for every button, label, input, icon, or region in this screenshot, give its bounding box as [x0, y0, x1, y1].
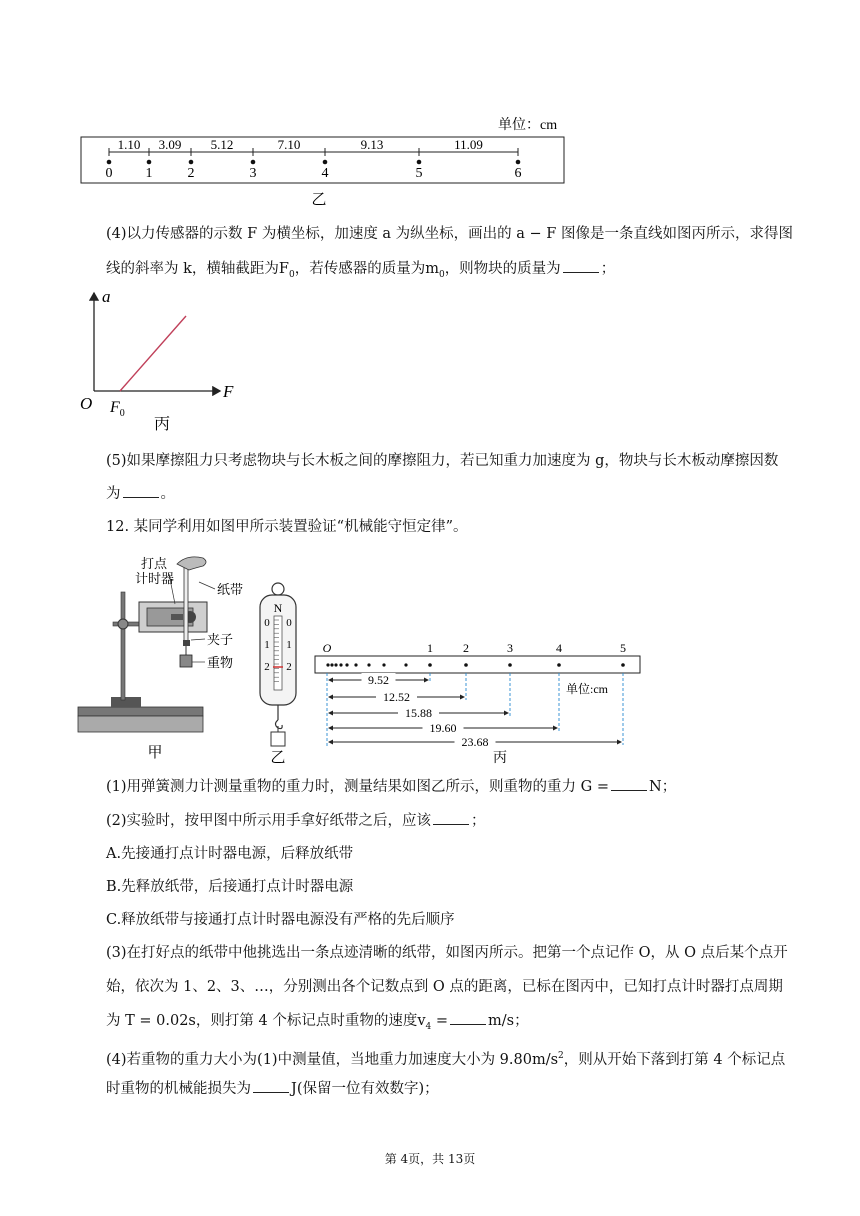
sub4-text1: (4)若重物的重力大小为(1)中测量值，当地重力加速度大小为 9.80m/s: [106, 1051, 559, 1068]
tape1-dot: [516, 160, 521, 165]
a-F-line: [120, 316, 186, 391]
sub1-line: [106, 776, 676, 798]
q4-answer-blank[interactable]: [563, 258, 599, 273]
label-clip: 夹子: [207, 632, 234, 647]
scale-caption: 乙: [270, 750, 286, 765]
hand: [177, 557, 206, 570]
scale-right-tick: 1: [286, 639, 292, 651]
q12-stem: [106, 516, 468, 538]
tape2-dot: [334, 663, 337, 666]
spring-scale-figure: [250, 580, 310, 765]
tape1-segment-label: 7.10: [277, 137, 301, 152]
tape1-point-label: 6: [514, 166, 522, 181]
q4-text2a: 线的斜率为 k，横轴截距为F: [106, 261, 289, 277]
sub4-answer-blank[interactable]: [253, 1078, 289, 1093]
q5-line1: [106, 450, 778, 472]
tape2-strip: [315, 656, 640, 673]
q4-text2d: ；: [600, 261, 616, 277]
sub2-option-c: [106, 909, 455, 931]
sub3-text3b: =: [431, 1013, 449, 1029]
tape2-dot: [326, 663, 329, 666]
sub2-option-b-text: B.先释放纸带，后接通打点计时器电源: [106, 879, 354, 895]
sub1-text-a: (1)用弹簧测力计测量重物的重力时，测量结果如图乙所示，则重物的重力 G =: [106, 779, 609, 795]
tape1-point-label: 1: [145, 166, 153, 181]
tape1-point-label: 2: [187, 166, 195, 181]
q12-stem-text: 12. 某同学利用如图甲所示装置验证“机械能守恒定律”。: [106, 519, 468, 535]
tape1-point-label: 3: [249, 166, 257, 181]
q4-line1: [106, 223, 793, 245]
stand-base: [111, 697, 141, 707]
sub2-text-b: ；: [471, 813, 486, 829]
tape1-dot: [107, 160, 112, 165]
tape2-caption: 丙: [493, 751, 507, 766]
sub3-line3: [106, 1010, 529, 1038]
tape2-point-label: 5: [620, 641, 626, 655]
sub2-option-b: [106, 876, 353, 898]
sub3-text3a: 为 T = 0.02s，则打第 4 个标记点时重物的速度v: [106, 1013, 426, 1029]
tape2-dot: [345, 663, 348, 666]
tape2-mark-dot: [508, 663, 512, 667]
tape2-mark-dot: [557, 663, 561, 667]
graph-x-label: F: [223, 382, 234, 401]
tape2-point-label: 4: [556, 641, 562, 655]
tape2-dot: [354, 663, 357, 666]
label-weight: 重物: [207, 655, 234, 670]
tape1-marks: [106, 137, 522, 181]
clamp-knob: [118, 619, 128, 629]
tape1-point-label: 4: [321, 166, 329, 181]
tape2-distance-label: 12.52: [383, 690, 410, 704]
tape1-dot: [417, 160, 422, 165]
apparatus-figure: [75, 552, 255, 762]
tape2-distance-label: 9.52: [368, 673, 389, 687]
timer-needle: [171, 614, 183, 620]
tape2-point-label: 3: [507, 641, 513, 655]
scale-unit: N: [273, 601, 283, 615]
tape2-unit: 单位:cm: [566, 682, 608, 696]
q4-text2c: ，则物块的质量为: [444, 261, 561, 277]
tape1-unit: 单位：cm: [498, 118, 558, 133]
sub3-answer-blank[interactable]: [450, 1010, 486, 1025]
q4-text2b: ，若传感器的质量为m: [294, 261, 439, 277]
tape1-point-label: 5: [415, 166, 423, 181]
scale-left-tick: 0: [264, 617, 270, 629]
sub3-text2: 始，依次为 1、2、3、…，分别测出各个记数点到 O 点的距离，已标在图丙中，已知打点计时器打点周期: [106, 979, 783, 995]
graph-caption: 丙: [153, 416, 171, 433]
q5-line2: [106, 483, 175, 505]
sub2-text-a: (2)实验时，按甲图中所示用手拿好纸带之后，应该: [106, 813, 432, 829]
table-top: [78, 707, 203, 716]
sub4-line2: [106, 1078, 439, 1100]
q4-text1: (4)以力传感器的示数 F 为横坐标，加速度 a 为纵坐标，画出的 a − F 图像是一条直线如图丙所示，求得图: [106, 226, 793, 242]
stand-pole: [121, 592, 125, 700]
tape2-mark-dot: [621, 663, 625, 667]
paper-tape: [184, 562, 188, 642]
tape2-mark-dot: [428, 663, 432, 667]
tape2-dot: [367, 663, 370, 666]
tape1-segment-label: 11.09: [454, 137, 483, 152]
scale-left-tick: 1: [264, 639, 270, 651]
apparatus-caption: 甲: [147, 745, 163, 761]
scale-slot: [274, 616, 282, 690]
tape1-dot: [147, 160, 152, 165]
label-timer-2: 计时器: [135, 571, 175, 586]
label-timer-1: 打点: [141, 556, 168, 571]
sub4-line1: [106, 1045, 785, 1071]
q4-line2: 线的斜率为 k，横轴截距为$F_0$，若传感器的质量为$m_0$，则物块的质量为 ；: [106, 258, 615, 286]
tape2-dot: [330, 663, 333, 666]
scale-right-tick: 0: [286, 617, 292, 629]
tape1-dot: [251, 160, 256, 165]
tape2-dot: [339, 663, 342, 666]
sub3-line1: [106, 942, 788, 964]
sub4-sup: 2: [558, 1051, 564, 1061]
sub2-answer-blank[interactable]: [433, 810, 469, 825]
sub3-text1: (3)在打好点的纸带中他挑选出一条点迹清晰的纸带，如图丙所示。把第一个点记作 O，从 O 点后某个点开: [106, 945, 788, 961]
graph-origin: O: [80, 394, 93, 413]
tape2-dot: [382, 663, 385, 666]
tape1-point-label: 0: [105, 166, 113, 181]
sub3-text3c: m/s；: [488, 1013, 529, 1029]
sub4-text1b: ，则从开始下落到打第 4 个标记点: [563, 1051, 786, 1068]
table-body: [78, 716, 203, 732]
tape2-point-label: 2: [463, 641, 469, 655]
sub3-sub: 4: [425, 1021, 432, 1032]
sub2-line: [106, 810, 486, 832]
tape1-dot: [189, 160, 194, 165]
graph-y-label: a: [102, 287, 111, 306]
tape1-dot: [323, 160, 328, 165]
q5-text2b: 。: [160, 486, 175, 502]
sub4-text2a: 时重物的机械能损失为: [106, 1081, 251, 1097]
sub4-text2b: J(保留一位有效数字)；: [291, 1081, 439, 1097]
tape2-dot: [404, 663, 407, 666]
q5-text1: (5)如果摩擦阻力只考虑物块与长木板之间的摩擦阻力，若已知重力加速度为 g，物块与长木板动摩擦因数: [106, 453, 779, 469]
a-F-graph: [70, 285, 260, 435]
sub1-answer-blank[interactable]: [611, 776, 647, 791]
tape1-segment-label: 5.12: [210, 137, 234, 152]
label-tape: 纸带: [217, 582, 244, 597]
scale-right-tick: 2: [286, 661, 292, 673]
scale-hook: [276, 720, 283, 729]
clip: [183, 640, 190, 646]
tape2-distance-label: 23.68: [461, 735, 489, 749]
graph-intercept: $F_0$: [110, 399, 125, 419]
scale-left-tick: 2: [264, 661, 270, 673]
q5-text2a: 为: [106, 486, 121, 502]
scale-ring: [272, 583, 284, 595]
scale-weight: [271, 732, 285, 746]
weight-block: [180, 655, 192, 667]
page-footer: 第 4页，共 13页: [384, 1152, 476, 1166]
sub2-option-c-text: C.释放纸带与接通打点计时器电源没有严格的先后顺序: [106, 912, 455, 928]
tape2-origin-label: O: [322, 641, 332, 655]
tape2-distance-label: 15.88: [405, 706, 432, 720]
sub1-text-b: N；: [649, 779, 677, 795]
tape-figure-yi: [70, 110, 590, 210]
q5-answer-blank[interactable]: [123, 483, 159, 498]
tape1-segment-label: 1.10: [117, 137, 141, 152]
tape2-distance-label: 19.60: [429, 721, 457, 735]
tape1-caption: 乙: [311, 192, 327, 208]
tape2-mark-dot: [464, 663, 468, 667]
tape1-segment-label: 9.13: [360, 137, 384, 152]
tape2-point-label: 1: [427, 641, 433, 655]
sub2-option-a-text: A.先接通打点计时器电源，后释放纸带: [106, 846, 354, 862]
sub3-line2: [106, 976, 783, 998]
tape1-segment-label: 3.09: [158, 137, 182, 152]
sub2-option-a: [106, 843, 353, 865]
tape2-figure: [310, 636, 650, 766]
